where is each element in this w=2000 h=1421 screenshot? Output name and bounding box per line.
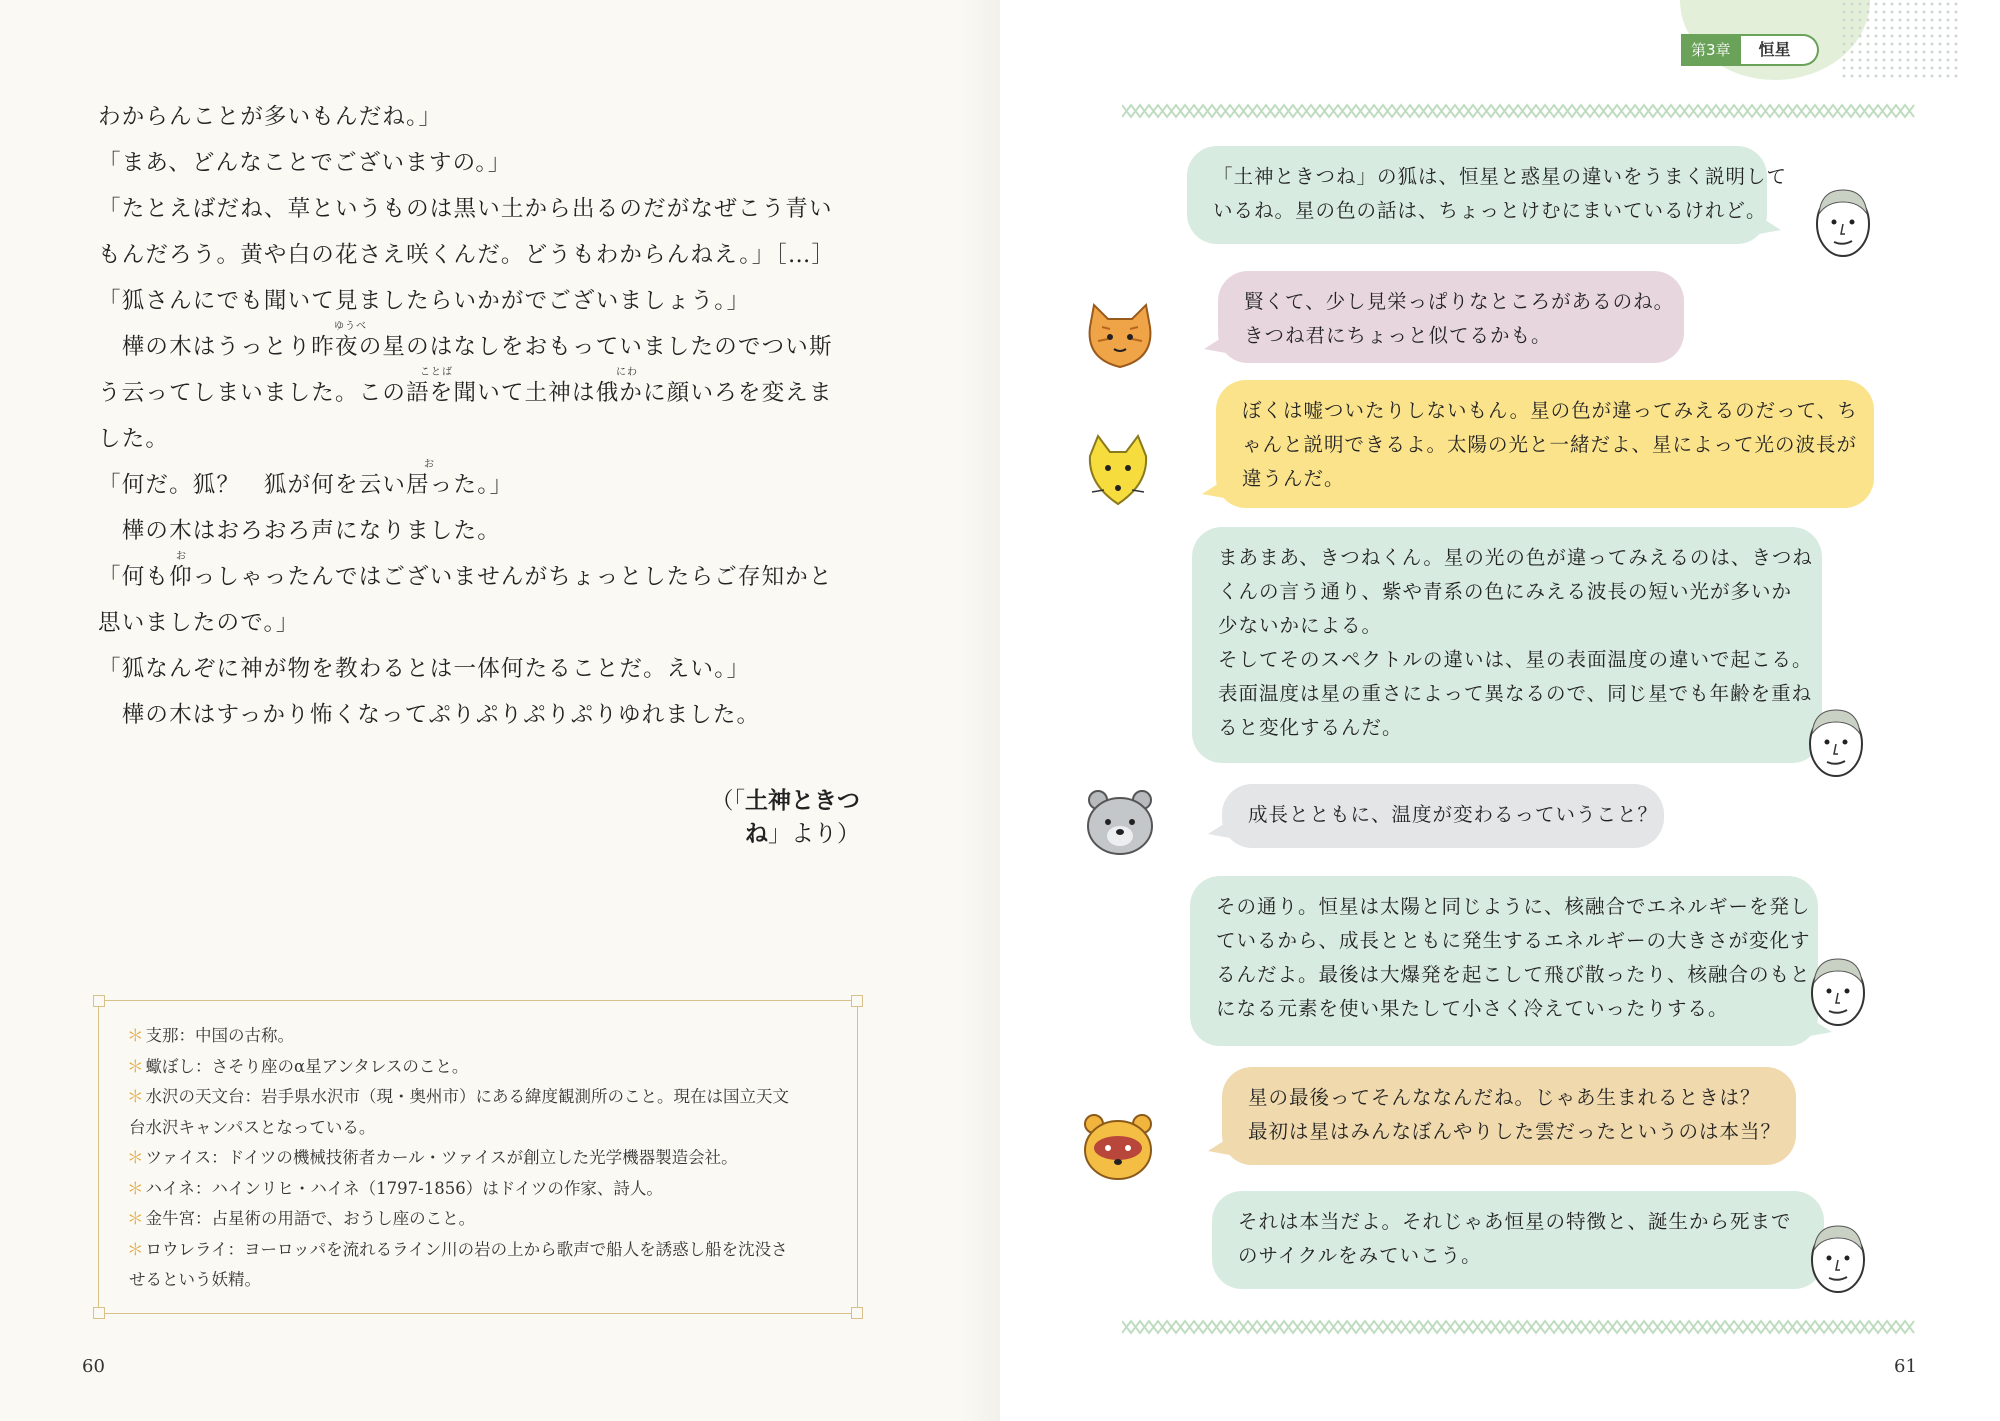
speech-bubble-line: 表面温度は星の重さによって異なるので、同じ星でも年齢を重ね: [1218, 682, 1813, 705]
glossary-note-text: 台水沢キャンパスとなっている。: [129, 1117, 376, 1137]
glossary-note: [127, 1235, 847, 1266]
speech-bubble-line: ているから、成長とともに発生するエネルギーの大きさが変化す: [1216, 929, 1811, 952]
story-line: 「狐なんぞに神が物を教わるとは一体何たることだ。えい。」: [98, 656, 751, 682]
story-line: 「まあ、どんなことでございますの。」: [98, 150, 512, 176]
asterisk-icon: ＊: [127, 1239, 144, 1259]
speech-bubble: [1222, 1067, 1796, 1165]
chapter-number: 第3章: [1681, 34, 1741, 66]
story-line: 「狐さんにでも聞いて見ましたらいかがでございましょう。」: [98, 288, 751, 314]
glossary-notes-box: [98, 1000, 858, 1314]
zigzag-border-bottom: [1122, 1318, 1918, 1336]
chapter-tag: [1681, 34, 1819, 66]
glossary-note: [127, 1082, 847, 1113]
citation-suffix: 」より）: [768, 821, 860, 847]
speech-bubble-line: きつね君にちょっと似てるかも。: [1244, 324, 1552, 347]
box-corner-ornament: [93, 1307, 105, 1319]
speech-bubble: [1192, 527, 1822, 763]
story-line: 思いましたので。」: [98, 610, 300, 636]
asterisk-icon: ＊: [127, 1087, 144, 1106]
story-line: もんだろう。黄や白の花さえ咲くんだ。どうもわからんねえ。」［…］: [98, 242, 836, 268]
chapter-title: 恒星: [1741, 34, 1819, 66]
bear-icon: [1078, 782, 1162, 866]
zigzag-border-top: [1122, 102, 1918, 120]
speech-bubble-line: になる元素を使い果たして小さく冷えていったりする。: [1216, 997, 1729, 1020]
glossary-list: [127, 1021, 847, 1296]
speech-bubble-line: ゃんと説明できるよ。太陽の光と一緒だよ、星によって光の波長が: [1242, 433, 1858, 456]
glossary-note: [127, 1143, 847, 1174]
ruby-text: ことば: [420, 367, 453, 378]
glossary-note: [127, 1021, 847, 1052]
speech-bubble-line: 最初は星はみんなぼんやりした雲だったというのは本当？: [1248, 1120, 1782, 1143]
story-line: [98, 367, 868, 416]
story-line-text: 「何だ。狐？ 狐が何を云い居った。」: [98, 472, 514, 498]
glossary-note-text: ロウレライ：ヨーロッパを流れるライン川の岩の上から歌声で船人を誘惑し船を沈没さ: [145, 1239, 788, 1259]
speech-bubble-line: るんだよ。最後は大爆発を起こして飛び散ったり、核融合のもと: [1216, 963, 1811, 986]
speech-bubble-line: 「土神ときつね」の狐は、恒星と惑星の違いをうまく説明して: [1213, 165, 1788, 188]
citation-title: 土神ときつね: [745, 787, 860, 847]
story-line: 樺の木はおろおろ声になりました。: [98, 518, 501, 544]
asterisk-icon: ＊: [127, 1209, 144, 1228]
story-line: した。: [98, 426, 170, 452]
speech-bubble-line: ぼくは嘘ついたりしないもん。星の色が違ってみえるのだって、ち: [1242, 399, 1858, 422]
story-line-text: う云ってしまいました。この語を聞いて土神は俄かに顔いろを変えま: [98, 380, 833, 406]
speech-bubble-tail: [1202, 480, 1224, 498]
speech-bubble: [1212, 1191, 1824, 1289]
speech-bubble-line: そしてそのスペクトルの違いは、星の表面温度の違いで起こる。: [1218, 648, 1813, 671]
speech-bubble-line: のサイクルをみていこう。: [1238, 1244, 1482, 1267]
fox-icon: [1076, 430, 1160, 514]
box-corner-ornament: [851, 1307, 863, 1319]
story-excerpt: [98, 94, 868, 738]
speech-bubble-tail: [1208, 820, 1230, 838]
speech-bubble-line: その通り。恒星は太陽と同じように、核融合でエネルギーを発し: [1216, 895, 1811, 918]
speech-bubble: [1190, 876, 1818, 1046]
cat-icon: [1078, 297, 1162, 381]
story-line: [98, 459, 868, 508]
speech-bubble-line: 星の最後ってそんななんだね。じゃあ生まれるときは？: [1248, 1086, 1761, 1109]
source-citation: [600, 782, 860, 848]
speech-bubble: [1218, 271, 1684, 363]
speech-bubble-line: ると変化するんだ。: [1218, 716, 1403, 739]
glossary-note-text: せるという妖精。: [129, 1270, 261, 1289]
professor-icon: [1794, 698, 1878, 782]
speech-bubble: [1222, 784, 1664, 848]
glossary-note-text: 水沢の天文台：岩手県水沢市（現・奥州市）にある緯度観測所のこと。現在は国立天文: [145, 1087, 789, 1106]
speech-bubble: [1216, 380, 1874, 508]
glossary-note-text: ハイネ：ハインリヒ・ハイネ（1797-1856）はドイツの作家、詩人。: [145, 1178, 663, 1198]
speech-bubble-line: まあまあ、きつねくん。星の光の色が違ってみえるのは、きつね: [1218, 546, 1813, 569]
speech-bubble-line: くんの言う通り、紫や青系の色にみえる波長の短い光が多いか: [1218, 580, 1793, 603]
box-corner-ornament: [93, 995, 105, 1007]
glossary-note: [127, 1265, 847, 1296]
story-line: [98, 321, 868, 370]
ruby-text: にわ: [616, 367, 638, 378]
speech-bubble-tail: [1204, 335, 1226, 353]
speech-bubble: [1187, 146, 1788, 244]
asterisk-icon: ＊: [127, 1056, 144, 1076]
professor-icon: [1796, 1214, 1880, 1298]
speech-bubble-tail: [1759, 216, 1781, 234]
speech-bubble-tail: [1208, 1137, 1230, 1155]
story-line: わからんことが多いもんだね。」: [98, 104, 443, 130]
asterisk-icon: ＊: [127, 1026, 144, 1045]
professor-icon: [1801, 178, 1885, 262]
speech-bubble-line: いるね。星の色の話は、ちょっとけむにまいているけれど。: [1213, 199, 1767, 222]
ruby-text: お: [424, 459, 435, 470]
citation-prefix: （「: [710, 788, 745, 814]
ruby-text: お: [176, 551, 187, 562]
asterisk-icon: ＊: [127, 1178, 144, 1198]
story-line: 樺の木はすっかり怖くなってぷりぷりぷりぷりゆれました。: [98, 702, 761, 728]
speech-bubble-line: 少ないかによる。: [1218, 614, 1383, 637]
page-number-right: 61: [1894, 1356, 1917, 1377]
glossary-note-text: 支那：中国の古称。: [145, 1026, 294, 1045]
story-line-text: 樺の木はうっとり昨夜の星のはなしをおもっていましたのでつい斯: [98, 334, 833, 360]
box-corner-ornament: [851, 995, 863, 1007]
professor-icon: [1796, 947, 1880, 1031]
story-line: [98, 551, 868, 600]
page-number-left: 60: [82, 1356, 105, 1377]
glossary-note-text: 金牛宮：占星術の用語で、おうし座のこと。: [145, 1209, 476, 1228]
speech-bubble-line: 成長とともに、温度が変わるっていうこと？: [1248, 803, 1659, 826]
speech-bubble-line: 違うんだ。: [1242, 467, 1345, 490]
story-line-text: 「何も仰っしゃったんではございませんがちょっとしたらご存知かと: [98, 564, 833, 590]
glossary-note: [127, 1113, 847, 1144]
tanuki-icon: [1076, 1104, 1160, 1188]
speech-bubble-line: 賢くて、少し見栄っぱりなところがあるのね。: [1244, 290, 1675, 313]
speech-bubble-line: それは本当だよ。それじゃあ恒星の特徴と、誕生から死まで: [1238, 1210, 1792, 1233]
story-line: 「たとえばだね、草というものは黒い土から出るのだがなぜこう青い: [98, 196, 833, 222]
glossary-note: [127, 1204, 847, 1235]
asterisk-icon: ＊: [127, 1148, 144, 1167]
glossary-note: [127, 1174, 847, 1205]
ruby-text: ゆうべ: [334, 321, 367, 332]
decorative-dot-pattern: [1840, 0, 1960, 80]
glossary-note-text: 蠍ぼし：さそり座のα星アンタレスのこと。: [145, 1056, 469, 1076]
glossary-note-text: ツァイス：ドイツの機械技術者カール・ツァイスが創立した光学機器製造会社。: [145, 1148, 738, 1167]
glossary-note: [127, 1052, 847, 1083]
